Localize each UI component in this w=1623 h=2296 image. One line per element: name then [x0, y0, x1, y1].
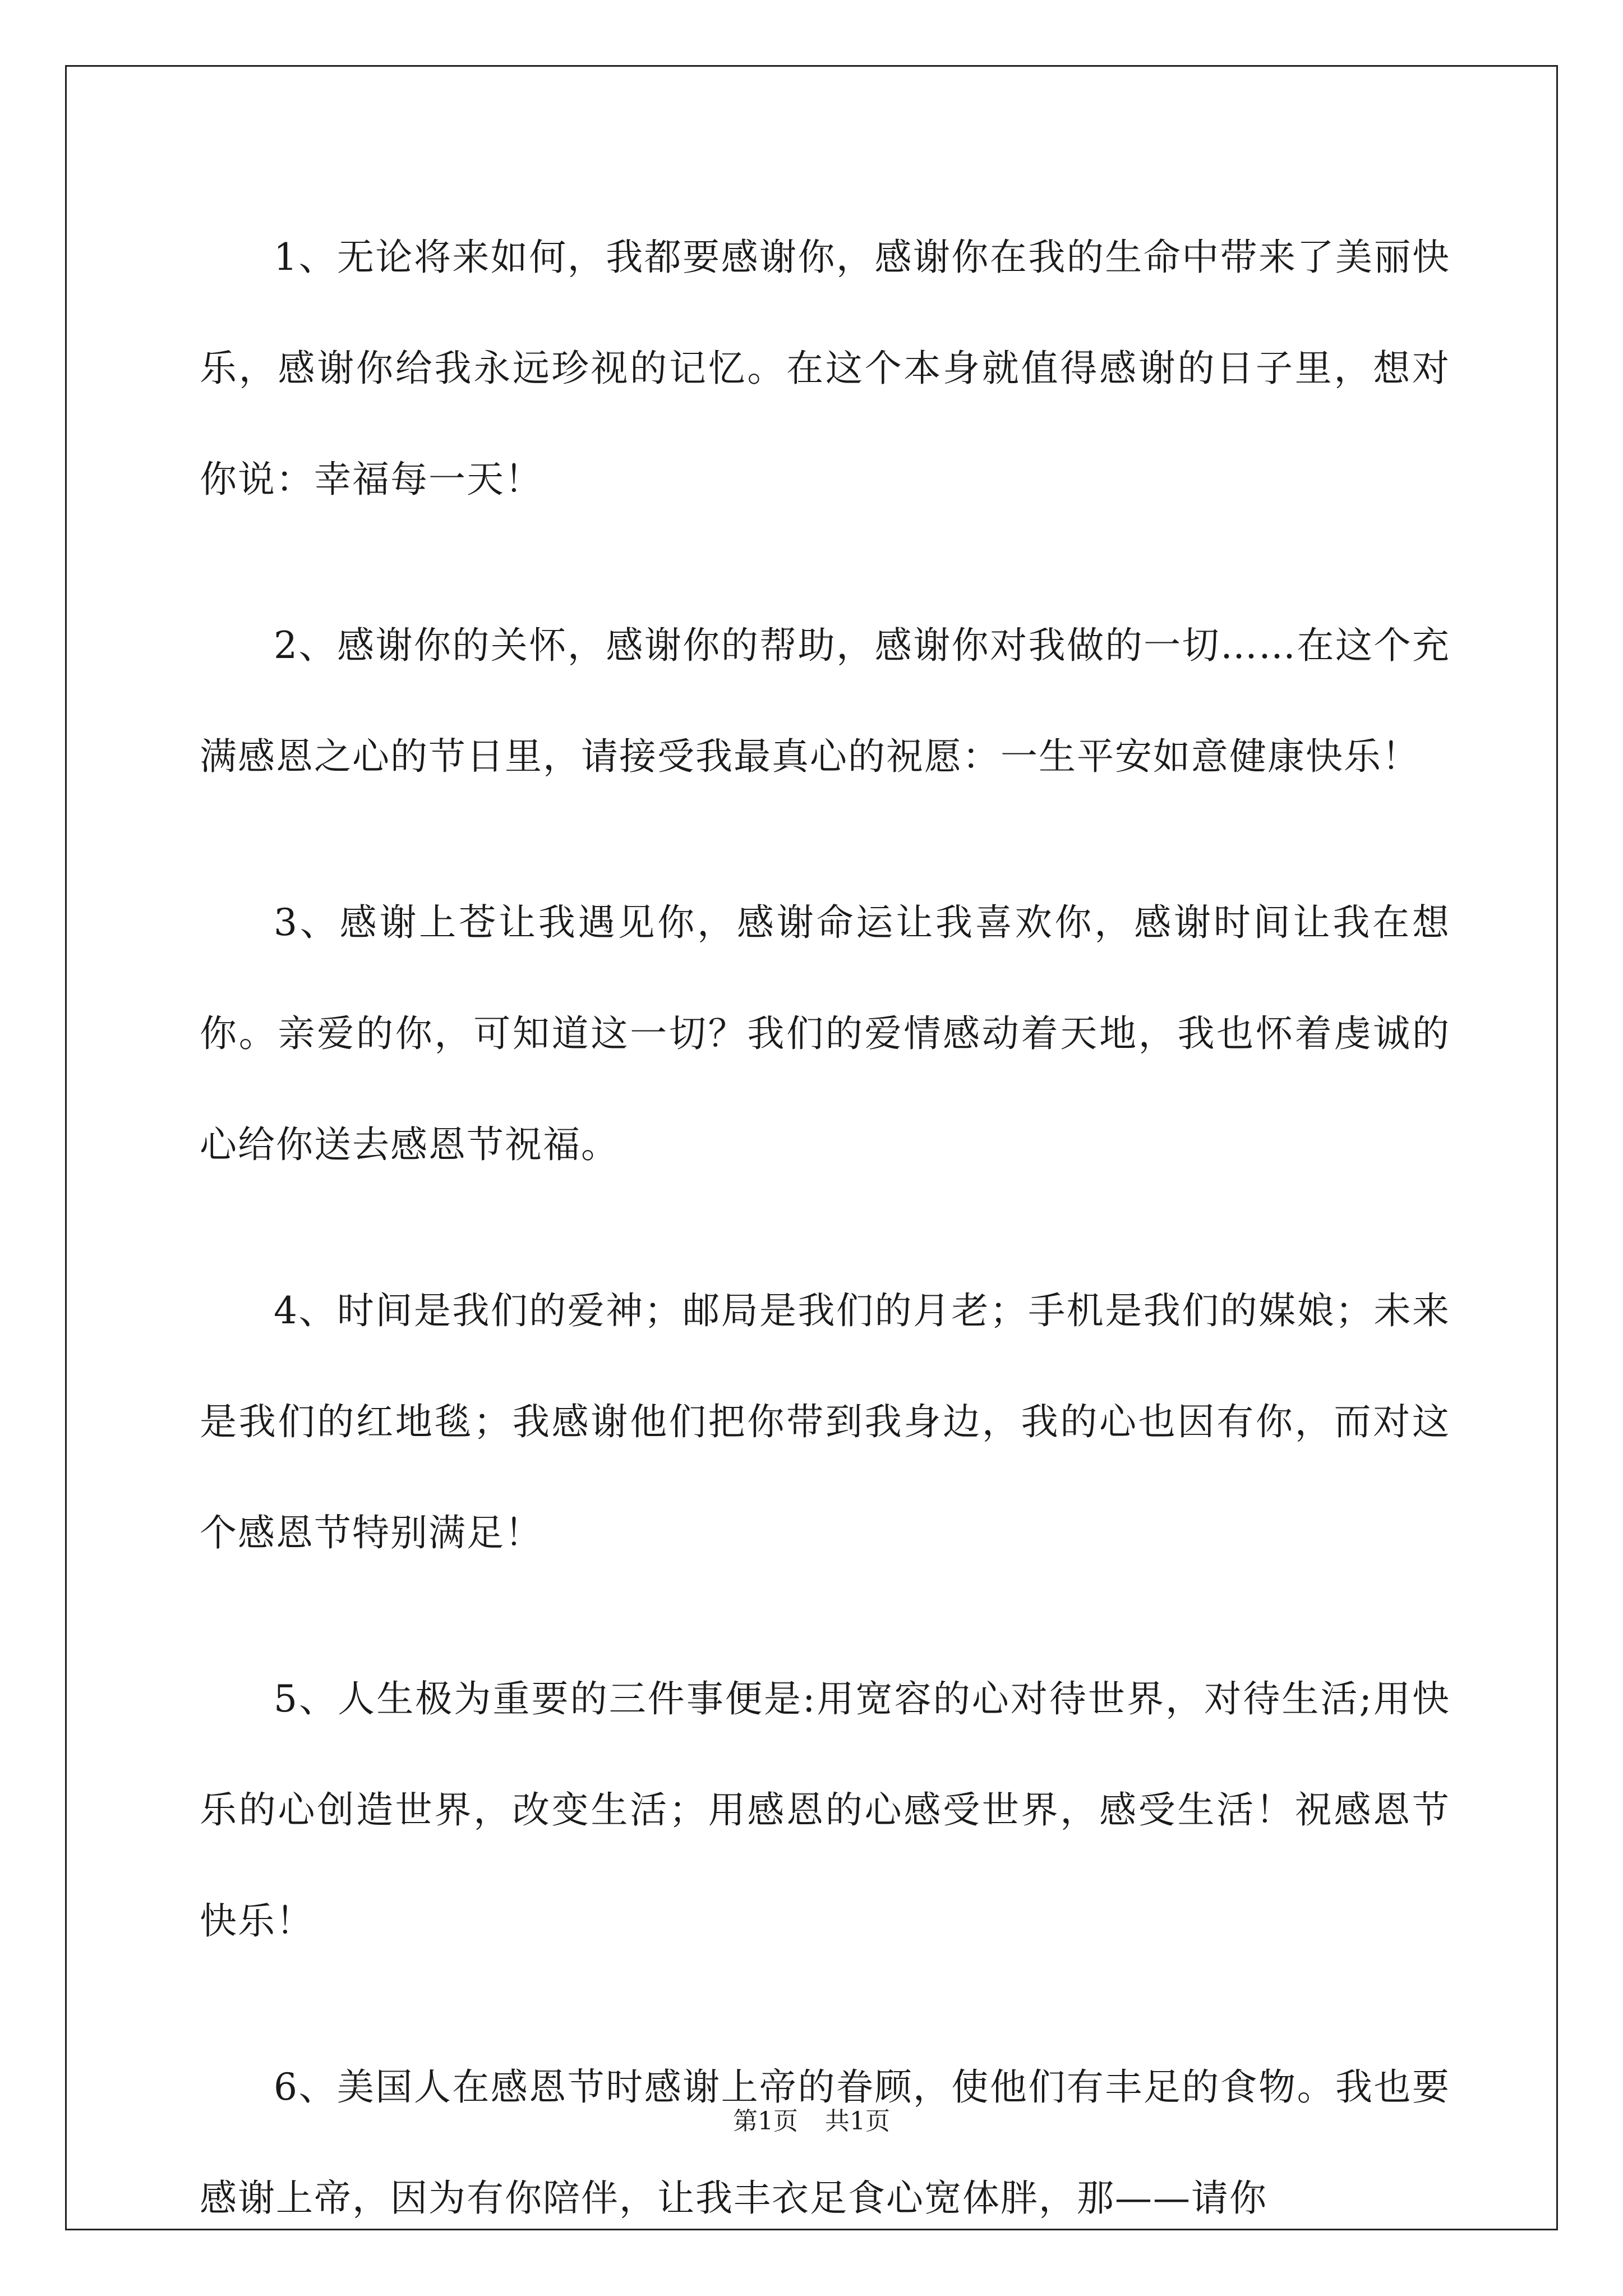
page-total: 共1页 [825, 2107, 890, 2136]
page-number: 第1页 [733, 2107, 798, 2136]
paragraph-2: 2、感谢你的关怀，感谢你的帮助，感谢你对我做的一切……在这个充满感恩之心的节日里，请接受我最真心的祝愿：一生平安如意健康快乐！ [200, 624, 1450, 778]
paragraph-3: 3、感谢上苍让我遇见你，感谢命运让我喜欢你，感谢时间让我在想你。亲爱的你，可知道这一切？我们的爱情感动着天地，我也怀着虔诚的心给你送去感恩节祝福。 [200, 901, 1450, 1166]
paragraph-5: 5、人生极为重要的三件事便是:用宽容的心对待世界，对待生活;用快乐的心创造世界，改变生活；用感恩的心感受世界，感受生活！祝感恩节快乐！ [200, 1677, 1450, 1943]
paragraph-6: 6、美国人在感恩节时感谢上帝的眷顾，使他们有丰足的食物。我也要感谢上帝，因为有你陪伴，让我丰衣足食心宽体胖，那——请你 [200, 2065, 1450, 2220]
paragraph-1: 1、无论将来如何，我都要感谢你，感谢你在我的生命中带来了美丽快乐，感谢你给我永远珍视的记忆。在这个本身就值得感谢的日子里，想对你说：幸福每一天！ [200, 236, 1450, 501]
paragraph-4: 4、时间是我们的爱神；邮局是我们的月老；手机是我们的媒娘；未来是我们的红地毯；我感谢他们把你带到我身边，我的心也因有你，而对这个感恩节特别满足！ [200, 1289, 1450, 1554]
document-body [200, 202, 1450, 2254]
page-footer [0, 2101, 1623, 2137]
